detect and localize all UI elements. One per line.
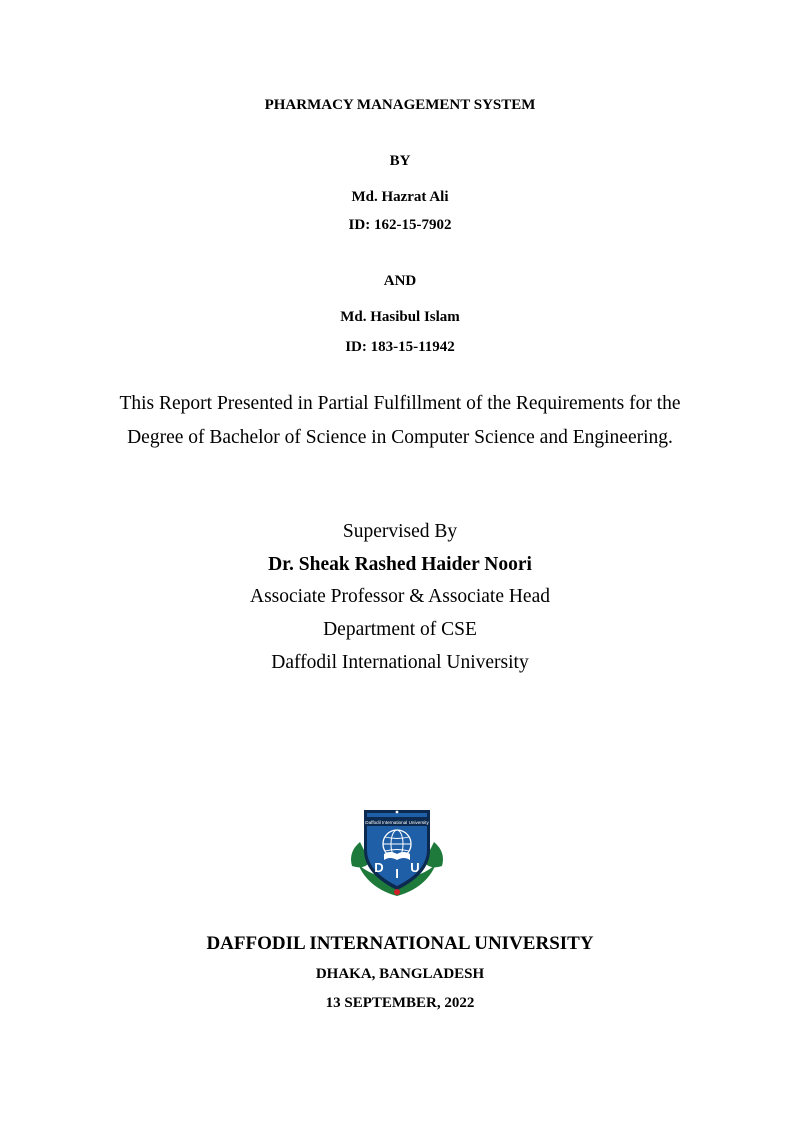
by-label: BY	[389, 153, 411, 169]
supervisor-name: Dr. Sheak Rashed Haider Noori	[268, 554, 532, 575]
svg-text:I: I	[395, 866, 399, 881]
author-1-name: Md. Hazrat Ali	[351, 189, 449, 205]
svg-text:U: U	[410, 860, 420, 875]
report-title: PHARMACY MANAGEMENT SYSTEM	[264, 97, 536, 113]
diu-crest-icon	[346, 804, 448, 900]
footer-location: DHAKA, BANGLADESH	[315, 966, 485, 982]
supervisor-department: Department of CSE	[323, 619, 477, 640]
and-label: AND	[383, 273, 417, 289]
statement-line-1: This Report Presented in Partial Fulfillment of the Requirements for the	[119, 393, 681, 414]
svg-text:D: D	[374, 860, 384, 875]
footer-university: DAFFODIL INTERNATIONAL UNIVERSITY	[206, 933, 594, 954]
supervisor-university: Daffodil International University	[271, 652, 529, 673]
author-1-id: ID: 162-15-7902	[348, 217, 452, 233]
supervised-by-label: Supervised By	[342, 521, 458, 542]
statement-line-2: Degree of Bachelor of Science in Computer Science and Engineering.	[127, 427, 673, 448]
author-2-id: ID: 183-15-11942	[345, 339, 455, 355]
supervisor-position: Associate Professor & Associate Head	[249, 586, 550, 607]
footer-date: 13 SEPTEMBER, 2022	[325, 995, 475, 1011]
author-2-name: Md. Hasibul Islam	[340, 309, 460, 325]
svg-text:Daffodil International Univers: Daffodil International University	[365, 820, 429, 825]
